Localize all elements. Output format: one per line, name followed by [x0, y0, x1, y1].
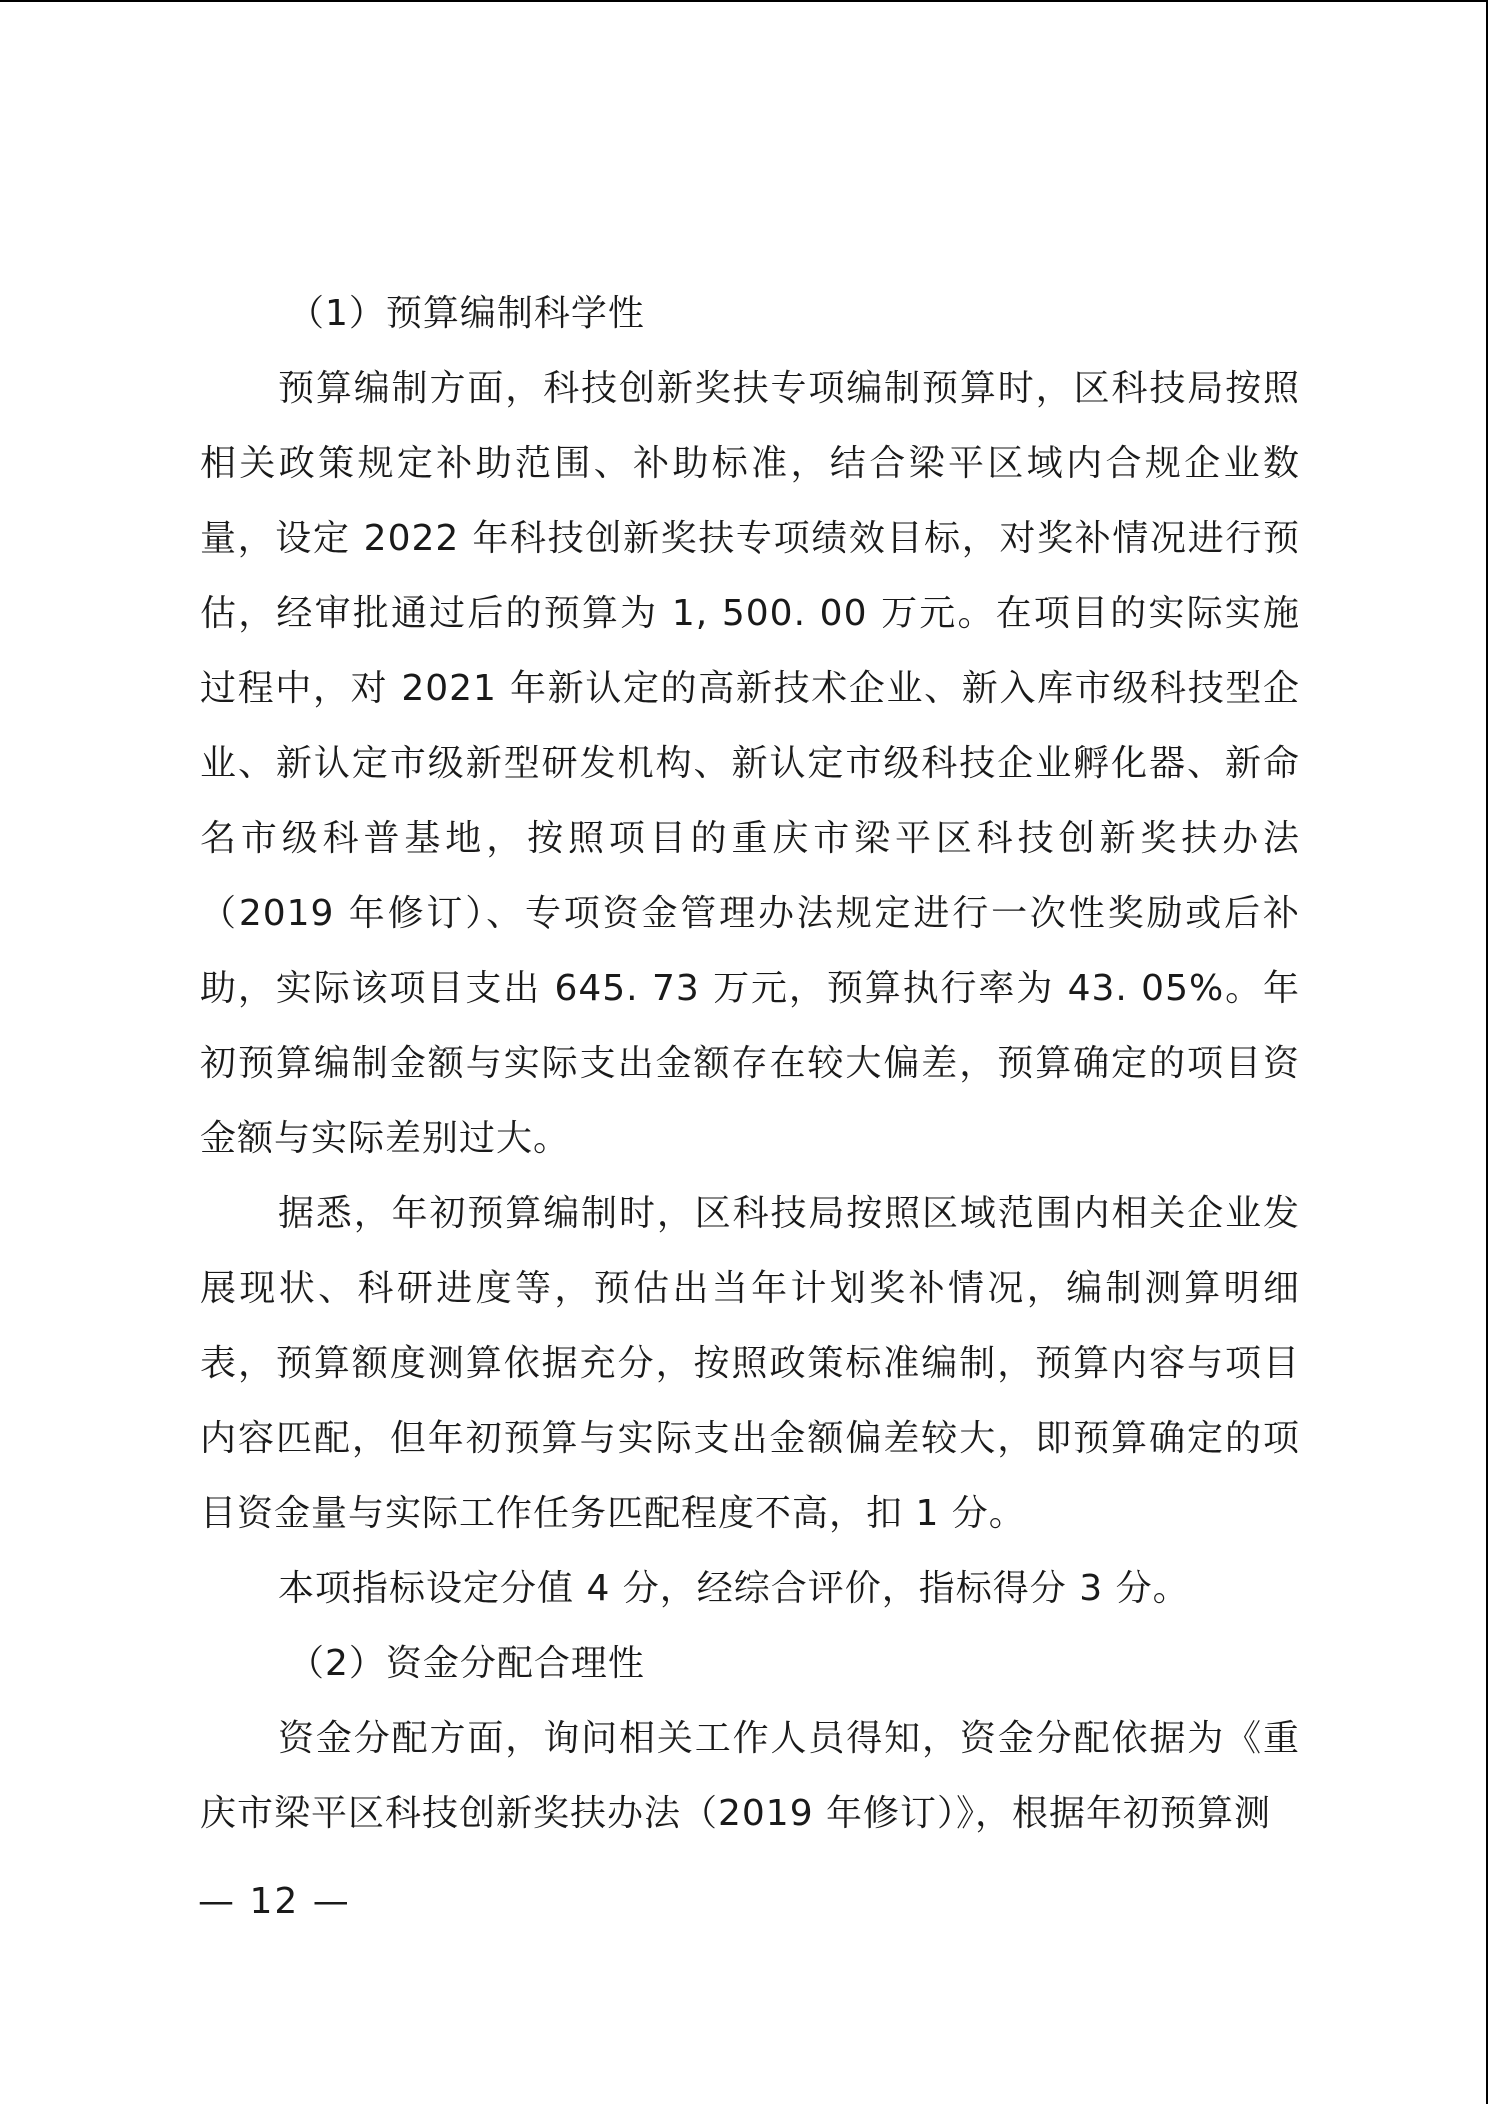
- paragraph-score: 本项指标设定分值 4 分，经综合评价，指标得分 3 分。: [278, 1568, 1190, 1609]
- section-heading-budget-science: （1）预算编制科学性: [288, 293, 645, 334]
- section-heading-fund-allocation: （2）资金分配合理性: [288, 1643, 645, 1684]
- paragraph-budget-basis: 据悉，年初预算编制时，区科技局按照区域范围内相关企业发展现状、科研进度等，预估出当年计划奖补情况，编制测算明细表，预算额度测算依据充分，按照政策标准编制，预算内容与项目内容匹配，但年初预算与实际支出金额偏差较大，即预算确定的项目资金量与实际工作任务匹配程度不高，扣 1 分。: [200, 1193, 1300, 1534]
- page-number: — 12 —: [198, 1881, 351, 1922]
- paragraph-budget-preparation: 预算编制方面，科技创新奖扶专项编制预算时，区科技局按照相关政策规定补助范围、补助标准，结合梁平区域内合规企业数量，设定 2022 年科技创新奖扶专项绩效目标，对奖补情况进行预估，经审批通过后的预算为 1, 500. 00 万元。在项目的实际实施过程中，对 2021 年新认定的高新技术企业、新入库市级科技型企业、新认定市级新型研发机构、新认定市级科技企业孵化器、新命名市级科普基地，按照项目的重庆市梁平区科技创新奖扶办法（2019 年修订）、专项资金管理办法规定进行一次性奖励或后补助，实际该项目支出 645. 73 万元，预算执行率为 43. 05%。年初预算编制金额与实际支出金额存在较大偏差，预算确定的项目资金额与实际差别过大。: [200, 368, 1300, 1159]
- document-body: [200, 276, 1300, 1851]
- paragraph-fund-allocation: 资金分配方面，询问相关工作人员得知，资金分配依据为《重庆市梁平区科技创新奖扶办法（2019 年修订）》，根据年初预算测: [200, 1718, 1300, 1834]
